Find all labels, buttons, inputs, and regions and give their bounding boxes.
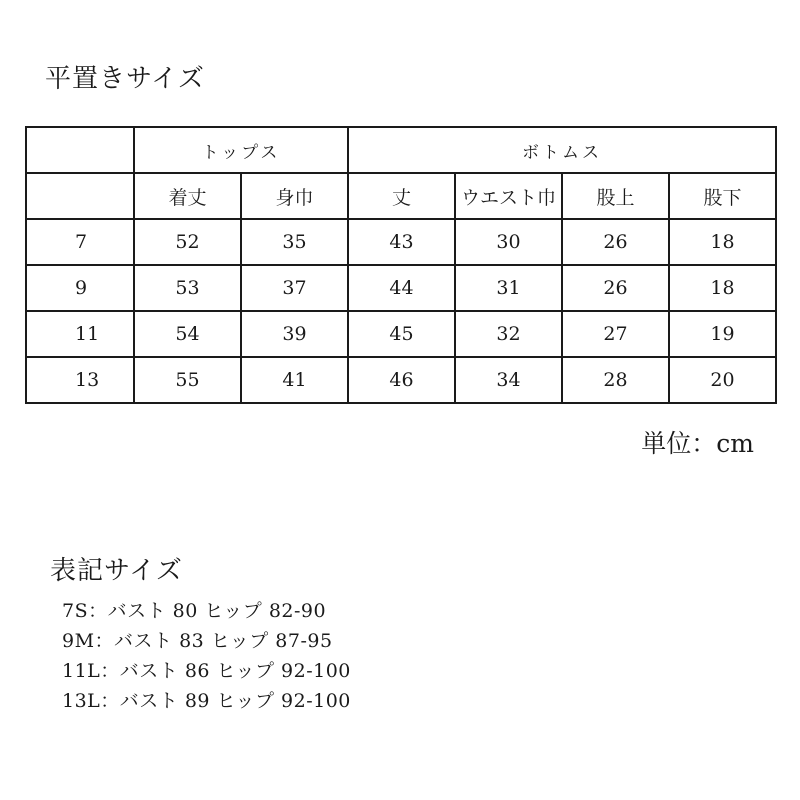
table-cell: 41 — [241, 357, 348, 403]
table-cell: 27 — [562, 311, 669, 357]
column-header-rise: 股上 — [562, 173, 669, 219]
column-header-body-width: 身巾 — [241, 173, 348, 219]
table-cell: 39 — [241, 311, 348, 357]
notation-list — [62, 596, 351, 716]
table-cell: 53 — [134, 265, 241, 311]
column-header-waist-width: ウエスト巾 — [455, 173, 562, 219]
table-cell: 55 — [134, 357, 241, 403]
table-cell: 37 — [241, 265, 348, 311]
group-header-blank — [26, 127, 134, 173]
table-cell-size: 7 — [26, 219, 134, 265]
column-header-length: 着丈 — [134, 173, 241, 219]
list-item: 11L：バスト 86 ヒップ 92-100 — [62, 660, 351, 682]
list-item: 9M：バスト 83 ヒップ 87-95 — [62, 630, 333, 652]
table-cell: 28 — [562, 357, 669, 403]
table-cell: 32 — [455, 311, 562, 357]
table-cell: 26 — [562, 219, 669, 265]
table-cell: 44 — [348, 265, 455, 311]
table-cell-size: 13 — [26, 357, 134, 403]
table-cell: 18 — [669, 219, 776, 265]
label-size-title: 表記サイズ — [50, 556, 183, 586]
table-row — [26, 311, 776, 357]
column-header-size — [26, 173, 134, 219]
table-cell: 19 — [669, 311, 776, 357]
group-header-tops: トップス — [134, 127, 348, 173]
table-cell: 43 — [348, 219, 455, 265]
table-group-header-row — [26, 127, 776, 173]
list-item: 13L：バスト 89 ヒップ 92-100 — [62, 690, 351, 712]
table-cell: 30 — [455, 219, 562, 265]
table-row — [26, 265, 776, 311]
size-table — [25, 126, 777, 404]
table-cell: 18 — [669, 265, 776, 311]
table-column-header-row — [26, 173, 776, 219]
table-cell: 20 — [669, 357, 776, 403]
column-header-bottoms-length: 丈 — [348, 173, 455, 219]
table-cell-size: 9 — [26, 265, 134, 311]
unit-label: 単位：cm — [641, 429, 754, 458]
table-cell: 35 — [241, 219, 348, 265]
flat-size-title: 平置きサイズ — [45, 64, 205, 94]
table-cell: 45 — [348, 311, 455, 357]
table-cell: 46 — [348, 357, 455, 403]
table-cell: 52 — [134, 219, 241, 265]
table-cell: 34 — [455, 357, 562, 403]
table-cell: 54 — [134, 311, 241, 357]
table-cell: 26 — [562, 265, 669, 311]
group-header-bottoms: ボトムス — [348, 127, 776, 173]
table-cell: 31 — [455, 265, 562, 311]
table-row — [26, 357, 776, 403]
column-header-inseam: 股下 — [669, 173, 776, 219]
list-item: 7S：バスト 80 ヒップ 82-90 — [62, 600, 327, 622]
table-row — [26, 219, 776, 265]
table-cell-size: 11 — [26, 311, 134, 357]
